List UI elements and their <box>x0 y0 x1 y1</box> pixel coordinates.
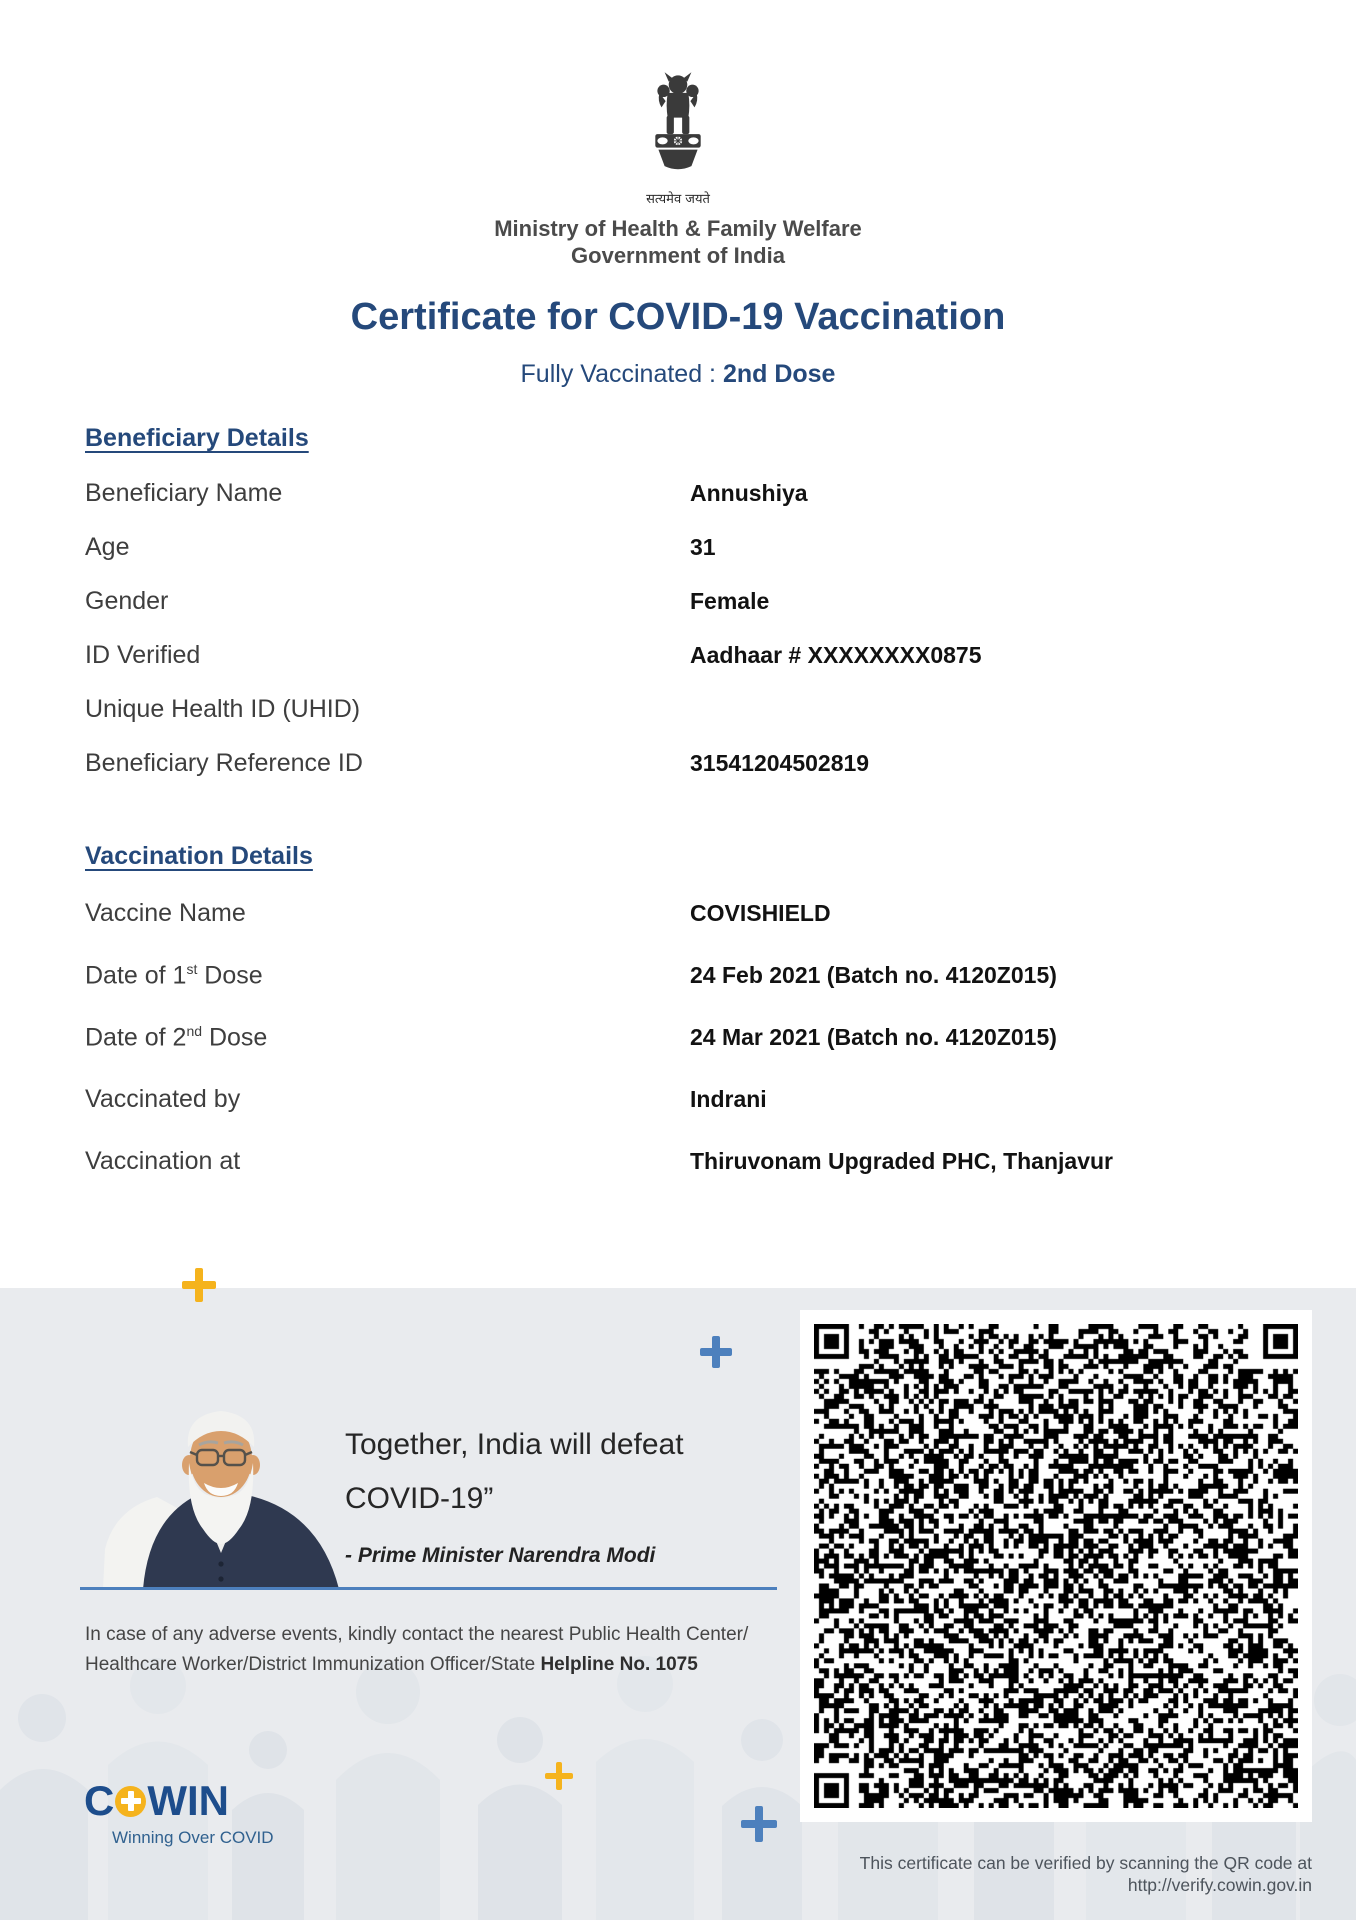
cowin-plus-icon <box>115 1786 146 1817</box>
label-uhid: Unique Health ID (UHID) <box>85 695 361 723</box>
government-name: Government of India <box>571 242 785 268</box>
value-first-dose-date: 24 Feb 2021 (Batch no. 4120Z015) <box>690 962 1057 988</box>
cowin-tagline: Winning Over COVID <box>112 1828 274 1847</box>
value-id-verified: Aadhaar # XXXXXXXX0875 <box>690 642 982 668</box>
quote-attribution: - Prime Minister Narendra Modi <box>345 1544 656 1567</box>
label-vaccine-name: Vaccine Name <box>85 899 246 927</box>
vaccination-rows <box>85 899 1275 1209</box>
vaccination-status <box>0 360 1356 389</box>
label-first-dose-date: Date of 1st Dose <box>85 961 263 990</box>
value-uhid <box>690 695 1275 696</box>
qr-verification-note: This certificate can be verified by scanning the QR code at http://verify.cowin.gov.in <box>859 1853 1312 1896</box>
value-vaccine-name: COVISHIELD <box>690 900 831 926</box>
vaccination-details-section <box>85 842 1275 1209</box>
label-second-dose-date: Date of 2nd Dose <box>85 1023 268 1052</box>
plus-icon-yellow-top <box>182 1268 216 1302</box>
helpline-number: Helpline No. 1075 <box>540 1654 698 1676</box>
value-vaccination-at: Thiruvonam Upgraded PHC, Thanjavur <box>690 1148 1113 1174</box>
label-vaccination-at: Vaccination at <box>85 1147 241 1175</box>
label-reference-id: Beneficiary Reference ID <box>85 749 363 777</box>
cowin-logo-win: WIN <box>147 1777 229 1824</box>
status-prefix: Fully Vaccinated : <box>520 360 723 388</box>
beneficiary-section-title: Beneficiary Details <box>85 424 309 452</box>
national-emblem-icon <box>645 70 711 188</box>
value-reference-id: 31541204502819 <box>690 750 870 776</box>
emblem-caption: सत्यमेव जयते <box>646 192 710 207</box>
value-age: 31 <box>690 534 716 560</box>
plus-icon-yellow-bottom <box>545 1762 573 1790</box>
cowin-logo-c: C <box>84 1777 115 1824</box>
value-vaccinated-by: Indrani <box>690 1086 767 1112</box>
cowin-logo <box>84 1777 274 1848</box>
quote-line-2: COVID-19” <box>345 1482 494 1515</box>
government-header <box>0 70 1356 270</box>
label-id-verified: ID Verified <box>85 641 201 669</box>
plus-icon-blue-bottom <box>741 1806 777 1842</box>
beneficiary-rows <box>85 479 1275 803</box>
adverse-events-note: In case of any adverse events, kindly contact the nearest Public Health Center/ Healthcare Worker/District Immunization Officer/State Helpline No. 1075 <box>85 1624 749 1676</box>
status-dose: 2nd Dose <box>722 360 836 388</box>
label-gender: Gender <box>85 587 169 615</box>
pm-quote-block <box>345 1430 775 1568</box>
ministry-name: Ministry of Health & Family Welfare <box>494 216 862 241</box>
quote-line-1: Together, India will defeat <box>345 1428 684 1461</box>
value-second-dose-date: 24 Mar 2021 (Batch no. 4120Z015) <box>690 1024 1057 1050</box>
quote-divider-line <box>80 1587 777 1590</box>
label-vaccinated-by: Vaccinated by <box>85 1085 241 1113</box>
qr-code-container <box>800 1310 1312 1822</box>
label-age: Age <box>85 533 130 561</box>
pm-modi-photo <box>85 1377 357 1589</box>
certificate-title: Certificate for COVID-19 Vaccination <box>350 296 1006 338</box>
beneficiary-details-section <box>85 424 1275 803</box>
plus-icon-blue-top <box>700 1336 732 1368</box>
value-beneficiary-name: Annushiya <box>690 480 808 506</box>
label-beneficiary-name: Beneficiary Name <box>85 479 283 507</box>
vaccination-section-title: Vaccination Details <box>85 842 313 870</box>
qr-code <box>814 1324 1298 1808</box>
value-gender: Female <box>690 588 770 614</box>
verify-url: http://verify.cowin.gov.in <box>1127 1875 1312 1896</box>
